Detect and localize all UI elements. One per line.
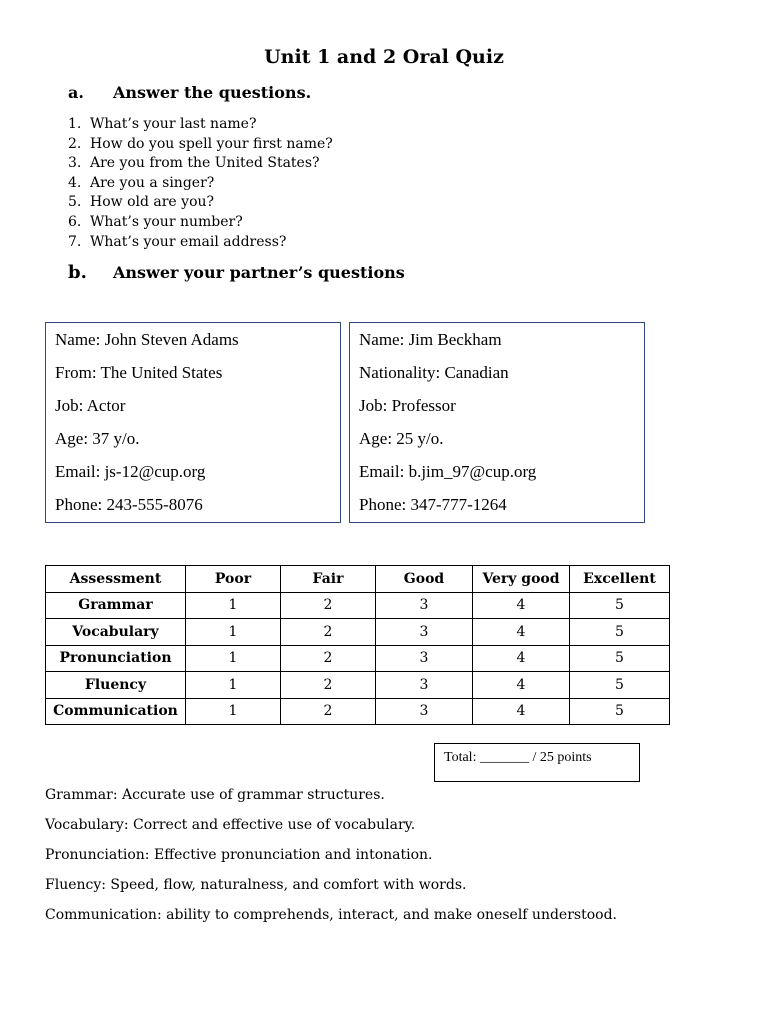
- question-list: [68, 115, 333, 252]
- header-very-good: Very good: [473, 566, 570, 593]
- section-a-heading: [68, 83, 311, 102]
- score-cell: 4: [473, 645, 570, 672]
- question-number: 7.: [68, 233, 82, 250]
- score-cell: 1: [186, 698, 281, 725]
- header-good: Good: [376, 566, 473, 593]
- header-assessment: Assessment: [46, 566, 186, 593]
- question-text: What’s your number?: [90, 213, 243, 230]
- question-number: 1.: [68, 116, 82, 132]
- question-item: [68, 193, 333, 213]
- criterion-cell: Fluency: [46, 672, 186, 699]
- assessment-table: [45, 565, 670, 725]
- score-cell: 5: [570, 672, 670, 699]
- score-cell: 4: [473, 698, 570, 725]
- page-title: Unit 1 and 2 Oral Quiz: [264, 46, 504, 68]
- section-b-title: Answer your partner’s questions: [113, 263, 405, 282]
- card-job: Job: Actor: [55, 396, 126, 415]
- question-text: What’s your email address?: [90, 233, 287, 250]
- question-number: 5.: [68, 194, 82, 211]
- score-cell: 4: [473, 619, 570, 646]
- table-header-row: [46, 566, 670, 593]
- section-b-letter: b.: [68, 262, 87, 283]
- header-poor: Poor: [186, 566, 281, 593]
- score-cell: 3: [376, 592, 473, 619]
- profile-card-jim: [349, 322, 645, 523]
- question-number: 2.: [68, 135, 82, 152]
- score-cell: 2: [281, 645, 376, 672]
- card-job: Job: Professor: [359, 396, 456, 415]
- criterion-cell: Communication: [46, 698, 186, 725]
- table-row: [46, 592, 670, 619]
- section-a-letter: a.: [68, 83, 84, 102]
- question-text: Are you from the United States?: [90, 155, 320, 172]
- score-cell: 1: [186, 619, 281, 646]
- definition-fluency: Fluency: Speed, flow, naturalness, and comfort with words.: [45, 877, 467, 893]
- table-row: [46, 672, 670, 699]
- score-cell: 5: [570, 619, 670, 646]
- definition-pronunciation: Pronunciation: Effective pronunciation and intonation.: [45, 847, 433, 863]
- table-row: [46, 698, 670, 725]
- score-cell: 3: [376, 645, 473, 672]
- question-number: 6.: [68, 213, 82, 230]
- score-cell: 5: [570, 592, 670, 619]
- score-cell: 2: [281, 698, 376, 725]
- score-cell: 2: [281, 672, 376, 699]
- total-score-box: Total: _______ / 25 points: [434, 743, 640, 782]
- card-age: Age: 37 y/o.: [55, 429, 140, 448]
- score-cell: 1: [186, 645, 281, 672]
- score-cell: 1: [186, 672, 281, 699]
- score-cell: 5: [570, 645, 670, 672]
- definition-communication: Communication: ability to comprehends, interact, and make oneself understood.: [45, 907, 617, 923]
- card-from: From: The United States: [55, 363, 223, 382]
- card-email: Email: b.jim_97@cup.org: [359, 462, 537, 481]
- score-cell: 3: [376, 672, 473, 699]
- card-name: Name: Jim Beckham: [359, 330, 502, 349]
- header-excellent: Excellent: [570, 566, 670, 593]
- score-cell: 5: [570, 698, 670, 725]
- criterion-cell: Pronunciation: [46, 645, 186, 672]
- score-cell: 2: [281, 619, 376, 646]
- question-item: [68, 135, 333, 155]
- question-item: [68, 174, 333, 194]
- table-row: [46, 619, 670, 646]
- criterion-cell: Vocabulary: [46, 619, 186, 646]
- definition-grammar: Grammar: Accurate use of grammar structures.: [45, 787, 385, 803]
- question-text: How old are you?: [90, 194, 215, 211]
- criteria-definitions: [45, 784, 617, 934]
- score-cell: 2: [281, 592, 376, 619]
- section-b-heading: [68, 262, 405, 283]
- question-item: [68, 213, 333, 233]
- question-number: 3.: [68, 155, 82, 172]
- score-cell: 4: [473, 592, 570, 619]
- question-text: What’s your last name?: [90, 116, 257, 132]
- definition-vocabulary: Vocabulary: Correct and effective use of vocabulary.: [45, 817, 416, 833]
- card-name: Name: John Steven Adams: [55, 330, 239, 349]
- score-cell: 3: [376, 698, 473, 725]
- criterion-cell: Grammar: [46, 592, 186, 619]
- question-item: [68, 115, 333, 135]
- question-text: How do you spell your first name?: [90, 135, 333, 152]
- card-nationality: Nationality: Canadian: [359, 363, 509, 382]
- question-item: [68, 154, 333, 174]
- score-cell: 3: [376, 619, 473, 646]
- question-item: [68, 233, 333, 253]
- score-cell: 4: [473, 672, 570, 699]
- section-a-title: Answer the questions.: [113, 83, 312, 102]
- header-fair: Fair: [281, 566, 376, 593]
- card-age: Age: 25 y/o.: [359, 429, 444, 448]
- card-phone: Phone: 347-777-1264: [359, 495, 507, 514]
- table-row: [46, 645, 670, 672]
- question-number: 4.: [68, 174, 82, 191]
- question-text: Are you a singer?: [90, 174, 215, 191]
- card-email: Email: js-12@cup.org: [55, 462, 206, 481]
- card-phone: Phone: 243-555-8076: [55, 495, 203, 514]
- profile-card-john: [45, 322, 341, 523]
- score-cell: 1: [186, 592, 281, 619]
